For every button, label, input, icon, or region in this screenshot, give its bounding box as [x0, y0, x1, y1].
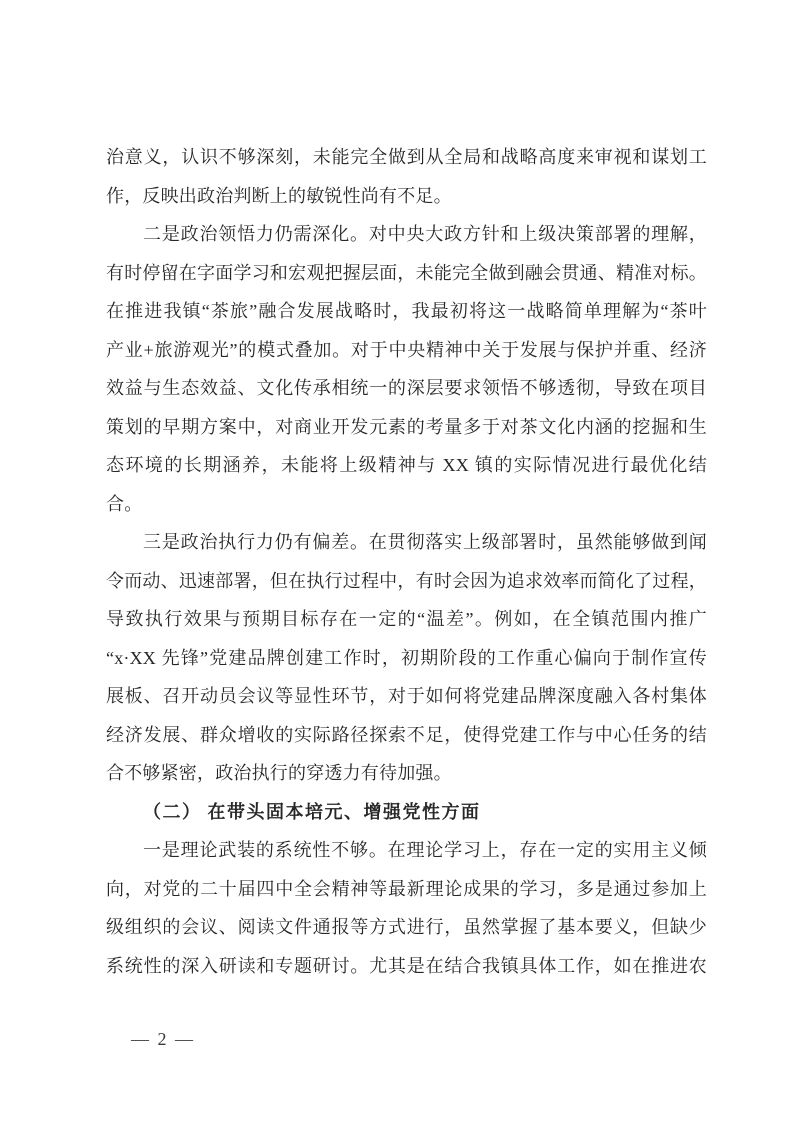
- paragraph: [106, 138, 707, 215]
- section-heading: [106, 793, 707, 832]
- text-line: 一是理论武装的系统性不够。在理论学习上，存在一定的实用主义倾: [143, 840, 707, 860]
- text-line: 合。: [106, 493, 143, 514]
- paragraph: [106, 215, 707, 523]
- text-line: 策划的早期方案中，对商业开发元素的考量多于对茶文化内涵的挖掘和生: [106, 416, 707, 437]
- text-line: 作，反映出政治判断上的敏锐性尚有不足。: [106, 185, 452, 206]
- text-line: 令而动、迅速部署，但在执行过程中，有时会因为追求效率而简化了过程，: [106, 570, 707, 591]
- paragraph: [106, 523, 707, 793]
- text-line: 产业+旅游观光”的模式叠加。对于中央精神中关于发展与保护并重、经济: [106, 339, 707, 360]
- text-line: 效益与生态效益、文化传承相统一的深层要求领悟不够透彻，导致在项目: [106, 378, 707, 398]
- text-line: 治意义，认识不够深刻，未能完全做到从全局和战略高度来审视和谋划工: [106, 147, 707, 167]
- text-line: 合不够紧密，政治执行的穿透力有待加强。: [106, 763, 452, 783]
- page-number: — 2 —: [131, 1029, 195, 1049]
- text-line: 导致执行效果与预期目标存在一定的“温差”。例如，在全镇范围内推广: [106, 609, 707, 629]
- text-line: 态环境的长期涵养，未能将上级精神与 XX 镇的实际情况进行最优化结: [106, 455, 707, 475]
- text-line: 级组织的会议、阅读文件通报等方式进行，虽然掌握了基本要义，但缺少: [106, 917, 707, 937]
- text-line: 展板、召开动员会议等显性环节，对于如何将党建品牌深度融入各村集体: [106, 686, 707, 706]
- text-line: 系统性的深入研读和专题研讨。尤其是在结合我镇具体工作，如在推进农: [106, 955, 707, 976]
- text-line: 二是政治领悟力仍需深化。对中央大政方针和上级决策部署的理解，: [143, 224, 707, 244]
- text-line: “x·XX 先锋”党建品牌创建工作时，初期阶段的工作重心偏向于制作宣传: [106, 647, 707, 668]
- text-line: （二） 在带头固本培元、增强党性方面: [143, 801, 481, 822]
- text-line: 有时停留在字面学习和宏观把握层面，未能完全做到融会贯通、精准对标。: [106, 262, 707, 283]
- document-content: [106, 138, 707, 985]
- paragraph: [106, 831, 707, 985]
- text-line: 向，对党的二十届四中全会精神等最新理论成果的学习，多是通过参加上: [106, 878, 707, 899]
- text-line: 经济发展、群众增收的实际路径探索不足，使得党建工作与中心任务的结: [106, 724, 707, 745]
- text-line: 在推进我镇“茶旅”融合发展战略时，我最初将这一战略简单理解为“茶叶: [106, 301, 707, 321]
- text-line: 三是政治执行力仍有偏差。在贯彻落实上级部署时，虽然能够做到闻: [143, 532, 707, 552]
